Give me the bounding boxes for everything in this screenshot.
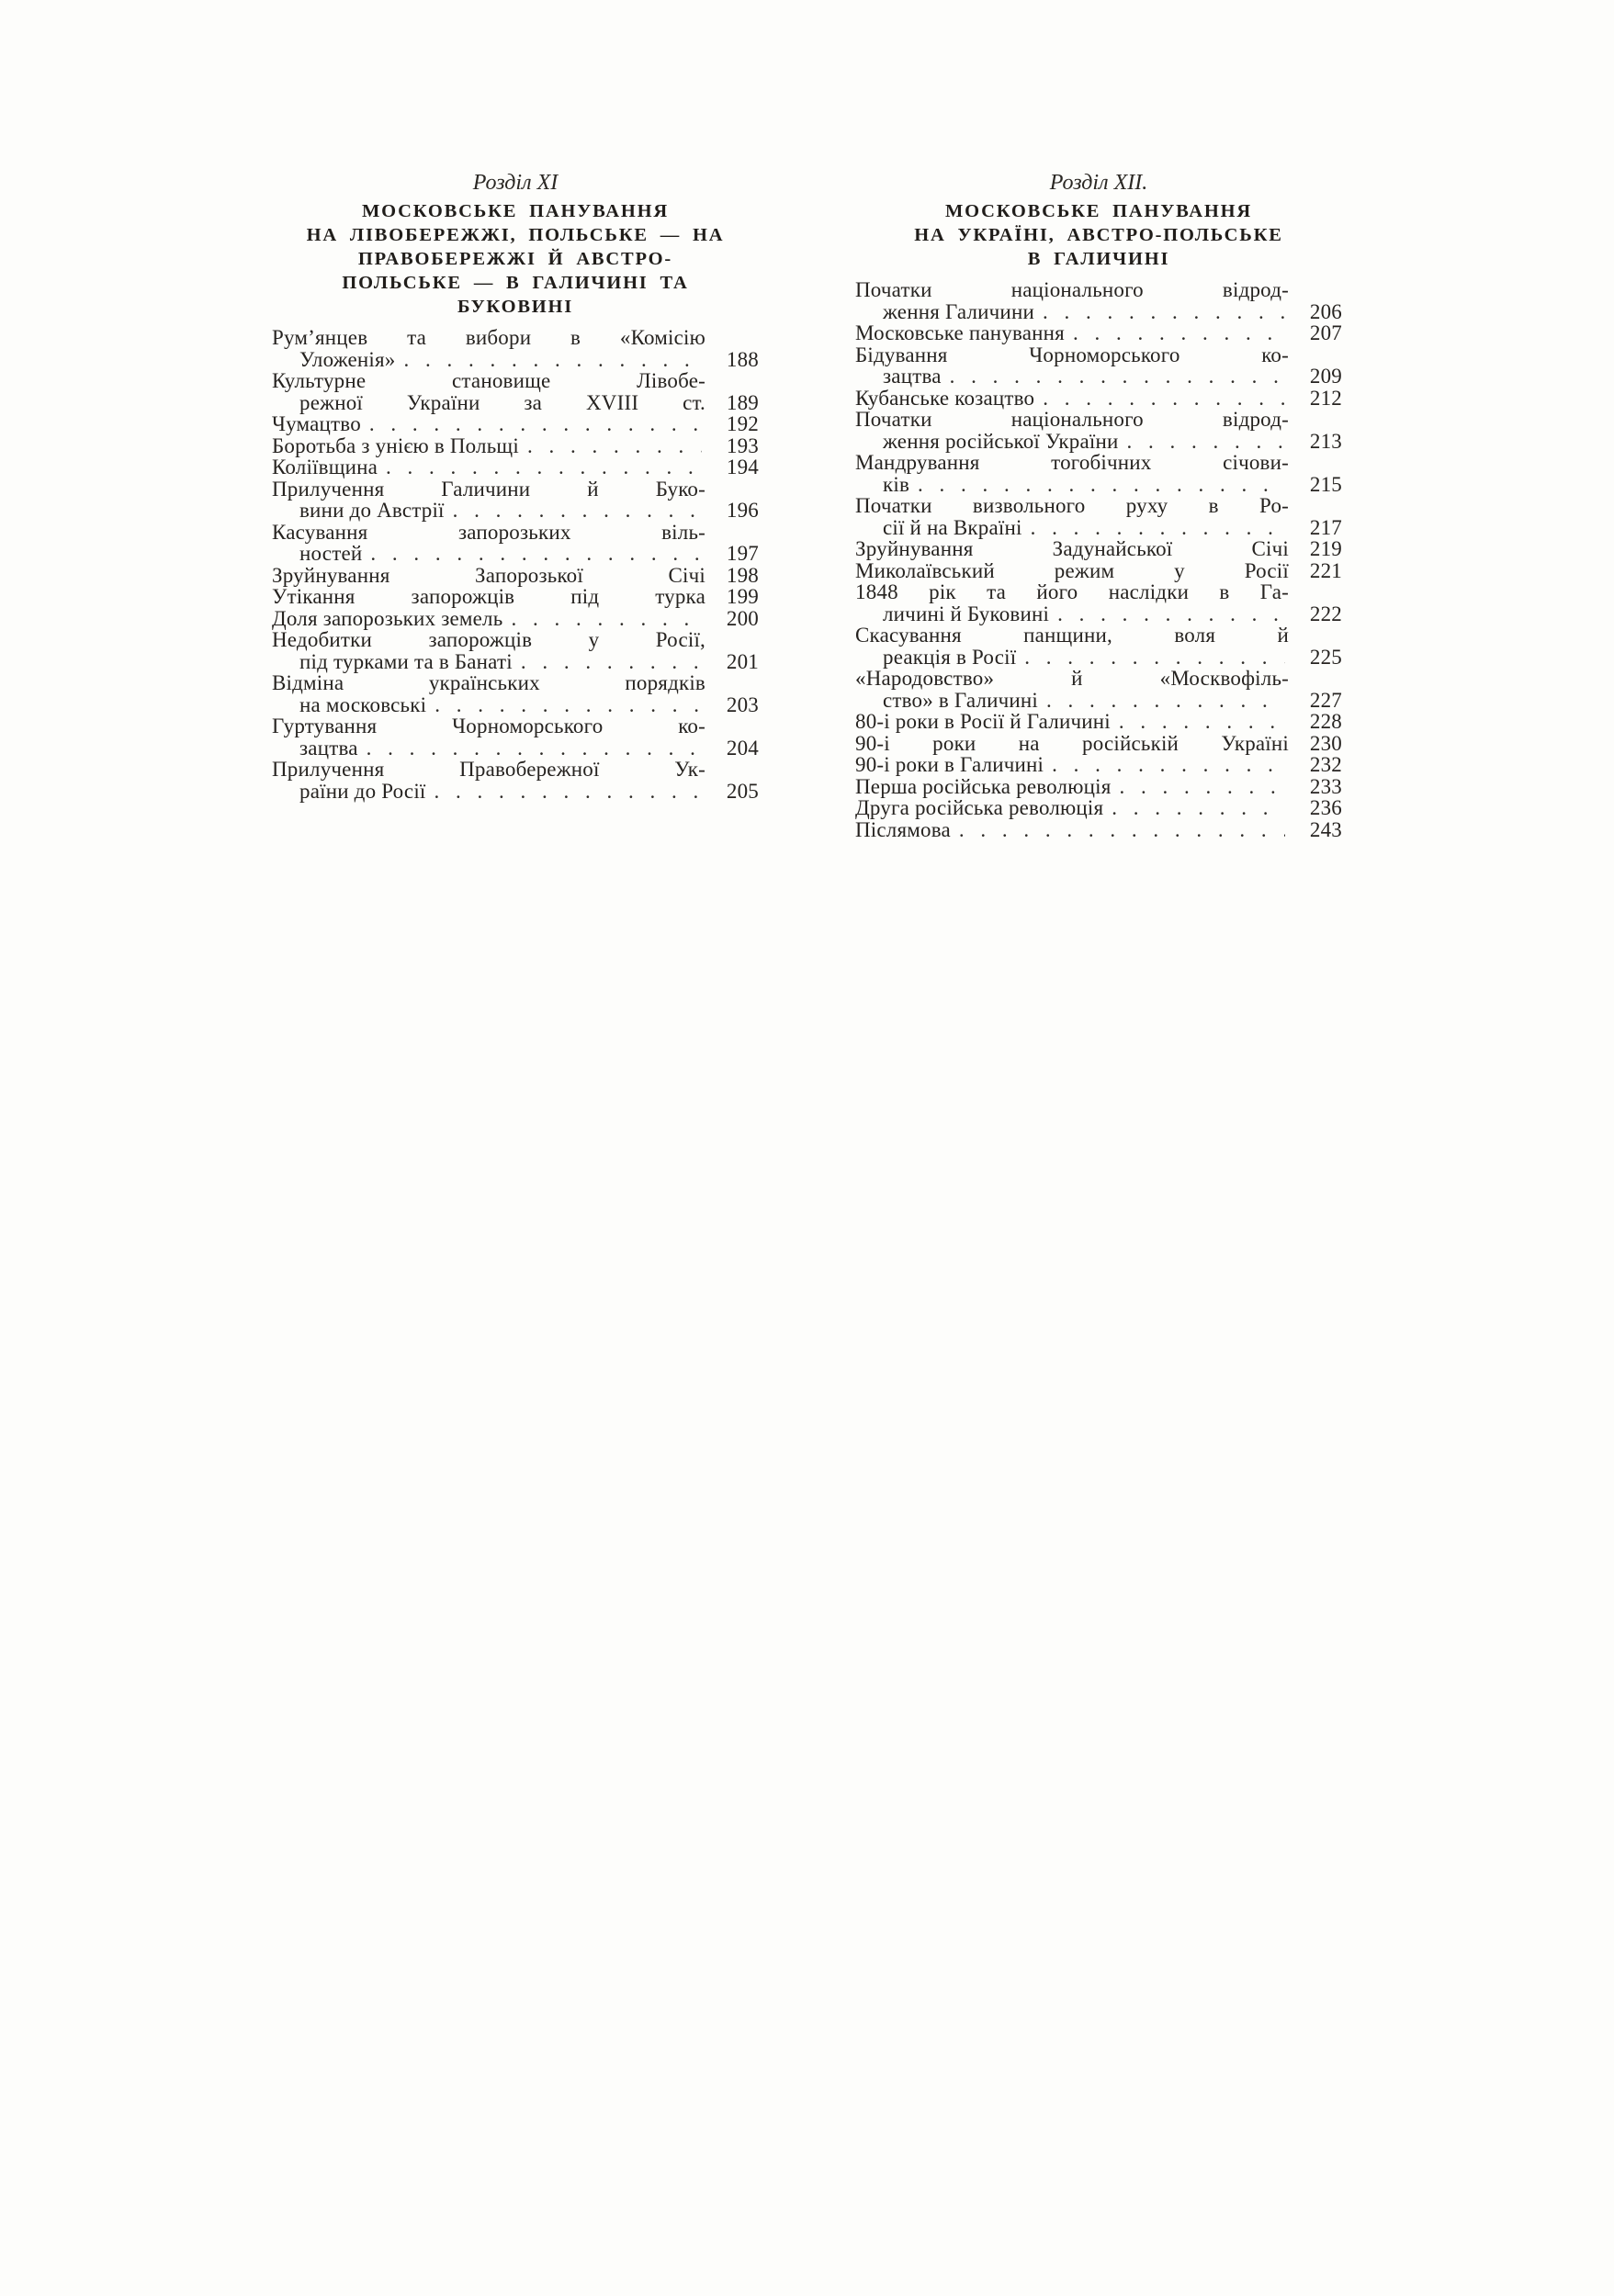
toc-entry bbox=[855, 581, 1342, 625]
entry-line: Відміна українських порядків bbox=[272, 671, 705, 694]
page-number: 227 bbox=[1309, 688, 1342, 712]
entry-line bbox=[272, 586, 759, 608]
entry-text: реакція в Росії bbox=[883, 645, 1017, 669]
entry-text: зацтва bbox=[883, 365, 942, 388]
toc-entry bbox=[855, 819, 1342, 841]
page-number: 203 bbox=[726, 692, 759, 716]
chapter-title-line: МОСКОВСЬКЕ ПАНУВАННЯ bbox=[362, 201, 669, 221]
entry-text: ження Галичини bbox=[883, 299, 1034, 323]
page-number: 200 bbox=[726, 606, 759, 630]
toc-entry bbox=[855, 344, 1342, 388]
page-number: 213 bbox=[1309, 429, 1342, 453]
entry-line bbox=[855, 819, 1342, 841]
entry-line: Початки національного відрод- bbox=[855, 278, 1289, 301]
entry-line bbox=[272, 781, 759, 803]
entry-text: вини до Австрії bbox=[299, 499, 445, 522]
entry-line bbox=[855, 538, 1342, 560]
dot-leader bbox=[435, 781, 703, 803]
toc-entry bbox=[855, 733, 1342, 755]
entry-line bbox=[855, 560, 1342, 582]
dot-leader bbox=[1120, 776, 1286, 798]
toc-entry bbox=[272, 327, 759, 370]
toc-entry bbox=[272, 672, 759, 715]
page-number: 215 bbox=[1309, 472, 1342, 496]
entry-line: Касування запорозьких віль- bbox=[272, 520, 705, 544]
entry-line: Гуртування Чорноморського ко- bbox=[272, 715, 705, 737]
dot-leader bbox=[435, 694, 702, 716]
entry-line bbox=[272, 349, 759, 371]
entry-line bbox=[855, 754, 1342, 776]
dot-leader bbox=[1057, 603, 1285, 625]
dot-leader bbox=[1119, 711, 1285, 733]
entry-line: Бідування Чорноморського ко- bbox=[855, 343, 1289, 366]
entry-text: на московські bbox=[299, 692, 427, 716]
toc-entry bbox=[855, 711, 1342, 733]
entry-text: раїни до Росії bbox=[299, 779, 426, 803]
entry-line: Рум’янцев та вибори в «Комісію bbox=[272, 326, 705, 349]
page-number: 212 bbox=[1309, 386, 1342, 410]
chapter-title-line: НА УКРАЇНІ, АВСТРО-ПОЛЬСЬКЕ bbox=[914, 225, 1283, 245]
toc-entry bbox=[272, 629, 759, 672]
entry-text: 90-і роки на російській Україні bbox=[855, 731, 1289, 755]
entry-text: зацтва bbox=[299, 736, 358, 760]
page-number: 233 bbox=[1309, 774, 1342, 798]
entry-text: Зруйнування Запорозької Січі bbox=[272, 563, 705, 587]
entry-text: 80-і роки в Росії й Галичині bbox=[855, 710, 1111, 733]
entry-text: Перша російська революція bbox=[855, 774, 1112, 798]
dot-leader bbox=[1073, 322, 1285, 344]
toc-entry bbox=[272, 478, 759, 522]
dot-leader bbox=[1043, 301, 1285, 323]
entry-line bbox=[855, 776, 1342, 798]
toc-entry bbox=[272, 608, 759, 630]
toc-entry bbox=[272, 586, 759, 608]
toc-entries bbox=[272, 327, 759, 802]
page-number: 209 bbox=[1309, 365, 1342, 388]
entry-text: під турками та в Банаті bbox=[299, 649, 513, 673]
toc-entry bbox=[272, 370, 759, 413]
toc-entry bbox=[855, 560, 1342, 582]
page-number: 228 bbox=[1309, 710, 1342, 733]
entry-text: Чумацтво bbox=[272, 412, 361, 435]
entry-line bbox=[272, 694, 759, 716]
chapter-label: Розділ XI bbox=[472, 171, 559, 195]
chapter-title-line: НА ЛІВОБЕРЕЖЖІ, ПОЛЬСЬКЕ — НА bbox=[306, 225, 725, 245]
page-number: 232 bbox=[1309, 753, 1342, 776]
toc-entry bbox=[272, 456, 759, 478]
page-number: 217 bbox=[1309, 515, 1342, 539]
page-number: 196 bbox=[726, 499, 759, 522]
entry-text: ження російської України bbox=[883, 429, 1119, 453]
toc-column-left bbox=[272, 170, 759, 840]
toc-entry bbox=[272, 413, 759, 435]
toc-entry bbox=[272, 715, 759, 759]
page-number: 201 bbox=[726, 649, 759, 673]
entry-line: Недобитки запорожців у Росії, bbox=[272, 628, 705, 651]
entry-line: Мандрування тогобічних січови- bbox=[855, 451, 1289, 474]
toc-entry bbox=[855, 388, 1342, 410]
entry-text: сії й на Вкраїні bbox=[883, 515, 1022, 539]
page-number: 192 bbox=[726, 412, 759, 435]
page-number: 225 bbox=[1309, 645, 1342, 669]
dot-leader bbox=[369, 413, 702, 435]
entry-line: Культурне становище Лівобе- bbox=[272, 369, 705, 392]
dot-leader bbox=[453, 500, 702, 522]
entry-line bbox=[272, 435, 759, 457]
page-number: 205 bbox=[726, 779, 759, 803]
entry-line bbox=[272, 737, 759, 760]
dot-leader bbox=[950, 366, 1285, 388]
entry-line bbox=[855, 474, 1342, 496]
chapter-label: Розділ XII. bbox=[1049, 171, 1148, 195]
entry-line bbox=[855, 301, 1342, 323]
chapter-title-line: В ГАЛИЧИНІ bbox=[1027, 249, 1170, 269]
toc-entry bbox=[272, 522, 759, 565]
page-number: 198 bbox=[726, 563, 759, 587]
chapter-title-line: БУКОВИНІ bbox=[457, 297, 574, 317]
page-number: 219 bbox=[1309, 537, 1342, 560]
entry-line: Початки національного відрод- bbox=[855, 408, 1289, 431]
entry-line bbox=[855, 711, 1342, 733]
toc-entry bbox=[855, 409, 1342, 452]
page-number: 189 bbox=[726, 390, 759, 414]
entry-line bbox=[855, 431, 1342, 453]
entry-text: Доля запорозьких земель bbox=[272, 606, 503, 630]
entry-text: режної України за XVIII ст. bbox=[299, 390, 705, 414]
dot-leader bbox=[959, 819, 1285, 841]
entry-text: Московське панування bbox=[855, 321, 1065, 344]
entry-line: Скасування панщини, воля й bbox=[855, 624, 1289, 647]
toc-entry bbox=[855, 538, 1342, 560]
toc-entry bbox=[855, 668, 1342, 711]
toc-entry bbox=[855, 279, 1342, 322]
dot-leader bbox=[1127, 431, 1285, 453]
entry-line bbox=[272, 456, 759, 478]
entry-text: Зруйнування Задунайської Січі bbox=[855, 537, 1289, 560]
entry-line bbox=[855, 690, 1342, 712]
dot-leader bbox=[1046, 690, 1285, 712]
entry-text: Утікання запорожців під турка bbox=[272, 585, 705, 608]
page-number: 193 bbox=[726, 433, 759, 457]
dot-leader bbox=[1024, 647, 1285, 669]
dot-leader bbox=[1112, 797, 1285, 819]
page-number: 199 bbox=[726, 585, 759, 608]
page-number: 194 bbox=[726, 456, 759, 478]
entry-line bbox=[855, 517, 1342, 539]
table-of-contents bbox=[272, 170, 1342, 840]
entry-line: 1848 рік та його наслідки в Га- bbox=[855, 580, 1289, 603]
entry-line bbox=[272, 651, 759, 673]
dot-leader bbox=[1043, 388, 1285, 410]
entry-line bbox=[855, 603, 1342, 625]
toc-entry bbox=[855, 754, 1342, 776]
page-number: 243 bbox=[1309, 817, 1342, 841]
entry-line: Прилучення Галичини й Буко- bbox=[272, 477, 705, 501]
page-number: 207 bbox=[1309, 321, 1342, 344]
entry-text: Коліївщина bbox=[272, 456, 378, 478]
toc-entry bbox=[855, 322, 1342, 344]
entry-text: Кубанське козацтво bbox=[855, 386, 1035, 410]
page-number: 236 bbox=[1309, 796, 1342, 819]
entry-text: личині й Буковині bbox=[883, 602, 1050, 625]
toc-column-right bbox=[855, 170, 1342, 840]
toc-entry bbox=[855, 495, 1342, 538]
dot-leader bbox=[1052, 754, 1285, 776]
dot-leader bbox=[370, 543, 702, 565]
chapter-title-line: ПРАВОБЕРЕЖЖІ Й АВСТРО- bbox=[357, 249, 673, 269]
dot-leader bbox=[918, 474, 1285, 496]
chapter-title-line: ПОЛЬСЬКЕ — В ГАЛИЧИНІ ТА bbox=[342, 273, 689, 293]
entry-line bbox=[272, 413, 759, 435]
entry-text: Уложенія» bbox=[299, 347, 396, 371]
entry-text: Друга російська революція bbox=[855, 796, 1104, 819]
entry-text: Післямова bbox=[855, 817, 951, 841]
toc-entry bbox=[855, 797, 1342, 819]
page-number: 197 bbox=[726, 542, 759, 565]
page-number: 204 bbox=[726, 736, 759, 760]
toc-entry bbox=[272, 565, 759, 587]
page-number: 221 bbox=[1309, 558, 1342, 582]
entry-line bbox=[272, 500, 759, 522]
toc-entry bbox=[272, 759, 759, 802]
chapter-title-line: МОСКОВСЬКЕ ПАНУВАННЯ bbox=[945, 201, 1252, 221]
entry-text: Боротьба з унією в Польщі bbox=[272, 433, 519, 457]
dot-leader bbox=[1031, 517, 1285, 539]
entry-line bbox=[855, 322, 1342, 344]
entry-line bbox=[272, 543, 759, 565]
dot-leader bbox=[521, 651, 702, 673]
toc-entry bbox=[855, 452, 1342, 495]
toc-entry bbox=[272, 435, 759, 457]
page-number: 206 bbox=[1309, 299, 1342, 323]
dot-leader bbox=[527, 435, 702, 457]
entry-line bbox=[855, 797, 1342, 819]
entry-line bbox=[272, 565, 759, 587]
entry-line bbox=[855, 733, 1342, 755]
entry-line: Початки визвольного руху в Ро- bbox=[855, 494, 1289, 517]
toc-entries bbox=[855, 279, 1342, 840]
entry-text: ностей bbox=[299, 542, 363, 565]
page-number: 188 bbox=[726, 347, 759, 371]
entry-text: 90-і роки в Галичині bbox=[855, 753, 1044, 776]
dot-leader bbox=[367, 737, 702, 760]
entry-line bbox=[855, 388, 1342, 410]
entry-line bbox=[272, 608, 759, 630]
toc-entry bbox=[855, 776, 1342, 798]
entry-line bbox=[855, 366, 1342, 388]
entry-line: «Народовство» й «Москвофіль- bbox=[855, 667, 1289, 690]
dot-leader bbox=[403, 349, 702, 371]
dot-leader bbox=[511, 608, 702, 630]
entry-line bbox=[272, 392, 759, 414]
page-number: 222 bbox=[1309, 602, 1342, 625]
entry-text: Миколаївський режим у Росії bbox=[855, 558, 1289, 582]
entry-line: Прилучення Правобережної Ук- bbox=[272, 758, 705, 781]
page-number: 230 bbox=[1309, 731, 1342, 755]
dot-leader bbox=[386, 456, 702, 478]
entry-text: ків bbox=[883, 472, 910, 496]
entry-line bbox=[855, 647, 1342, 669]
toc-entry bbox=[855, 625, 1342, 668]
entry-text: ство» в Галичині bbox=[883, 688, 1039, 712]
